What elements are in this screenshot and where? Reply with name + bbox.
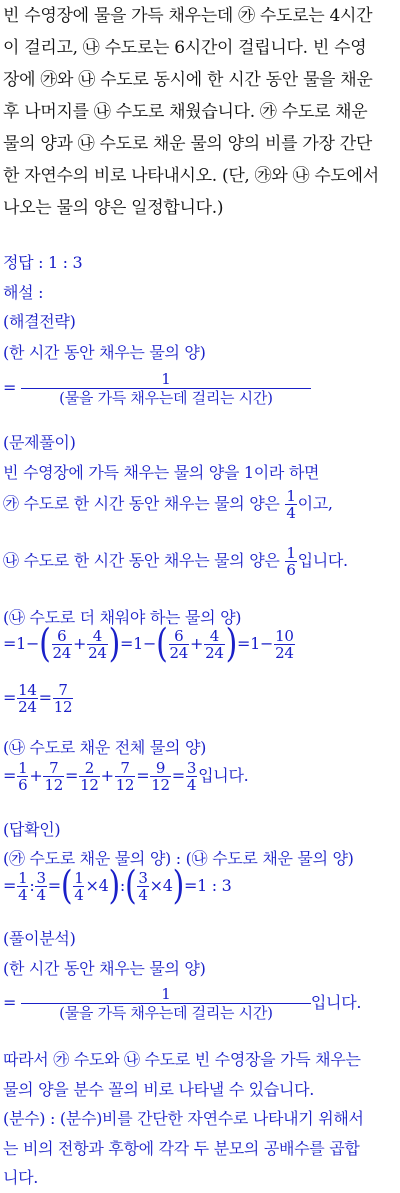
question-line-4: 후 나머지를 ㉯ 수도로 채웠습니다. ㉮ 수도로 채운 <box>3 102 368 122</box>
numerator: 1 <box>18 759 28 777</box>
equation-3 <box>3 760 248 793</box>
question-line-3: 장에 ㉮와 ㉯ 수도로 동시에 한 시간 동안 물을 채운 <box>3 70 373 90</box>
denominator: 24 <box>18 698 37 716</box>
equals-sign: = <box>38 688 52 707</box>
fraction <box>137 870 148 903</box>
plus-sign: + <box>29 766 43 785</box>
fraction <box>17 760 28 793</box>
question-line-7: 나오는 물의 양은 일정합니다.) <box>3 198 224 218</box>
ga-rate-end: 이고, <box>297 494 333 513</box>
strategy-text: (한 시간 동안 채우는 물의 양) <box>3 343 206 362</box>
fraction <box>43 760 64 793</box>
final-line-5: 니다. <box>3 1168 39 1187</box>
numerator: 6 <box>169 628 190 645</box>
numerator: 4 <box>87 628 108 645</box>
plus-sign: + <box>190 634 204 653</box>
fraction-numerator: 1 <box>21 370 311 389</box>
denominator: 4 <box>286 504 296 522</box>
denominator: 24 <box>52 644 71 662</box>
denominator: 4 <box>138 886 148 904</box>
equals-sign: = <box>64 766 79 785</box>
numerator: 6 <box>52 628 73 645</box>
numerator: 1 <box>286 544 296 562</box>
equals-sign: = <box>3 876 17 895</box>
eq-part: =1− <box>3 634 40 653</box>
numerator: 2 <box>79 760 100 777</box>
left-paren: ( <box>156 621 168 667</box>
left-paren: ( <box>39 621 51 667</box>
analysis-formula <box>3 985 361 1022</box>
denominator: 6 <box>18 776 28 794</box>
left-paren: ( <box>124 863 137 909</box>
denominator: 12 <box>44 776 63 794</box>
denominator: 6 <box>286 561 296 579</box>
left-paren: ( <box>60 863 73 909</box>
fraction <box>150 760 171 793</box>
fraction-numerator: 1 <box>21 985 311 1004</box>
numerator: 3 <box>138 869 148 887</box>
denominator: 4 <box>36 886 46 904</box>
equals-sign: = <box>47 876 61 895</box>
denominator: 4 <box>18 886 28 904</box>
denominator: 12 <box>151 776 170 794</box>
numerator: 4 <box>204 628 225 645</box>
fraction-denominator: (물을 가득 채우는데 걸리는 시간) <box>59 389 273 407</box>
numerator: 7 <box>115 760 136 777</box>
solve-line-1: 빈 수영장에 가득 채우는 물의 양을 1이라 하면 <box>3 463 320 482</box>
fraction <box>17 682 38 715</box>
fraction <box>186 760 197 793</box>
numerator: 1 <box>286 487 296 505</box>
fraction <box>17 870 28 903</box>
equals-sign: = <box>3 378 17 397</box>
times-four: ×4 <box>85 876 109 895</box>
ga-rate-line <box>3 488 333 521</box>
total-water-text: (㉯ 수도로 채운 전체 물의 양) <box>3 738 207 757</box>
plus-sign: + <box>73 634 87 653</box>
equals-sign: = <box>3 688 17 707</box>
plus-sign: + <box>100 766 114 785</box>
analysis-fraction <box>21 985 311 1022</box>
strategy-fraction <box>21 370 311 407</box>
numerator: 1 <box>74 869 84 887</box>
final-line-3: (분수) : (분수)비를 간단한 자연수로 나타내기 위해서 <box>3 1109 364 1128</box>
explanation-label: 해설 : <box>3 283 44 302</box>
equals-sign: = <box>3 766 17 785</box>
eq-end: 입니다. <box>198 766 249 785</box>
fraction <box>52 628 73 661</box>
final-line-4: 는 비의 전항과 후항에 각각 두 분모의 공배수를 곱합 <box>3 1139 360 1158</box>
denominator: 24 <box>88 644 107 662</box>
times-four: ×4 <box>149 876 173 895</box>
colon: : <box>29 876 35 895</box>
na-rate-fraction <box>285 545 296 578</box>
right-paren: ) <box>172 863 185 909</box>
numerator: 3 <box>186 759 197 777</box>
final-line-1: 따라서 ㉮ 수도와 ㉯ 수도로 빈 수영장을 가득 채우는 <box>3 1050 361 1069</box>
right-paren: ) <box>225 621 238 667</box>
question-line-5: 물의 양과 ㉯ 수도로 채운 물의 양의 비를 가장 간단 <box>3 134 372 154</box>
ga-rate-text: ㉮ 수도로 한 시간 동안 채우는 물의 양은 <box>3 494 280 513</box>
strategy-formula <box>3 370 311 407</box>
right-paren: ) <box>108 863 120 909</box>
denominator: 4 <box>74 886 84 904</box>
eq-end: =1 : 3 <box>184 876 232 895</box>
fraction <box>35 870 46 903</box>
analysis-heading: (풀이분석) <box>3 929 76 948</box>
denominator: 12 <box>80 776 99 794</box>
question-line-1: 빈 수영장에 물을 가득 채우는데 ㉮ 수도로는 4시간 <box>3 6 373 26</box>
question-line-6: 한 자연수의 비로 나타내시오. (단, ㉮와 ㉯ 수도에서 <box>3 166 379 186</box>
numerator: 7 <box>53 682 74 699</box>
strategy-heading: (해결전략) <box>3 312 76 331</box>
equation-1 <box>3 621 296 667</box>
na-rate-end: 입니다. <box>297 551 348 570</box>
fraction <box>204 628 225 661</box>
denominator: 24 <box>205 644 224 662</box>
fraction <box>274 628 295 661</box>
equals-sign: = <box>171 766 185 785</box>
equals-sign: = <box>136 766 150 785</box>
equation-4 <box>3 863 232 909</box>
denominator: 4 <box>186 776 197 794</box>
fraction <box>87 628 108 661</box>
numerator: 10 <box>275 627 294 645</box>
numerator: 1 <box>18 869 28 887</box>
denominator: 24 <box>169 644 189 662</box>
more-water-text: (㉯ 수도로 더 채워야 하는 물의 양) <box>3 608 242 627</box>
equation-2 <box>3 682 74 715</box>
solve-heading: (문제풀이) <box>3 433 76 452</box>
check-heading: (답확인) <box>3 820 61 839</box>
numerator: 14 <box>18 681 37 699</box>
fraction <box>73 870 84 903</box>
numerator: 7 <box>43 760 64 777</box>
denominator: 24 <box>275 644 294 662</box>
equals-sign: = <box>3 993 17 1012</box>
fraction <box>115 760 136 793</box>
na-rate-line <box>3 545 348 578</box>
colon: : <box>119 876 125 895</box>
fraction-denominator: (물을 가득 채우는데 걸리는 시간) <box>59 1004 273 1022</box>
analysis-end: 입니다. <box>310 993 362 1012</box>
question-line-2: 이 걸리고, ㉯ 수도로는 6시간이 걸립니다. 빈 수영 <box>3 38 367 58</box>
analysis-text: (한 시간 동안 채우는 물의 양) <box>3 959 206 978</box>
na-rate-text: ㉯ 수도로 한 시간 동안 채우는 물의 양은 <box>3 551 280 570</box>
eq-part: =1− <box>120 634 157 653</box>
right-paren: ) <box>108 621 121 667</box>
numerator: 9 <box>150 760 171 777</box>
denominator: 12 <box>53 698 73 716</box>
numerator: 3 <box>36 869 46 887</box>
denominator: 12 <box>115 776 135 794</box>
eq-part: =1− <box>237 634 274 653</box>
answer-label: 정답 : 1 : 3 <box>3 253 83 272</box>
fraction <box>53 682 74 715</box>
fraction <box>169 628 190 661</box>
fraction <box>79 760 100 793</box>
ga-rate-fraction <box>285 488 296 521</box>
final-line-2: 물의 양을 분수 꼴의 비로 나타낼 수 있습니다. <box>3 1080 315 1099</box>
check-text: (㉮ 수도로 채운 물의 양) : (㉯ 수도로 채운 물의 양) <box>3 849 354 868</box>
